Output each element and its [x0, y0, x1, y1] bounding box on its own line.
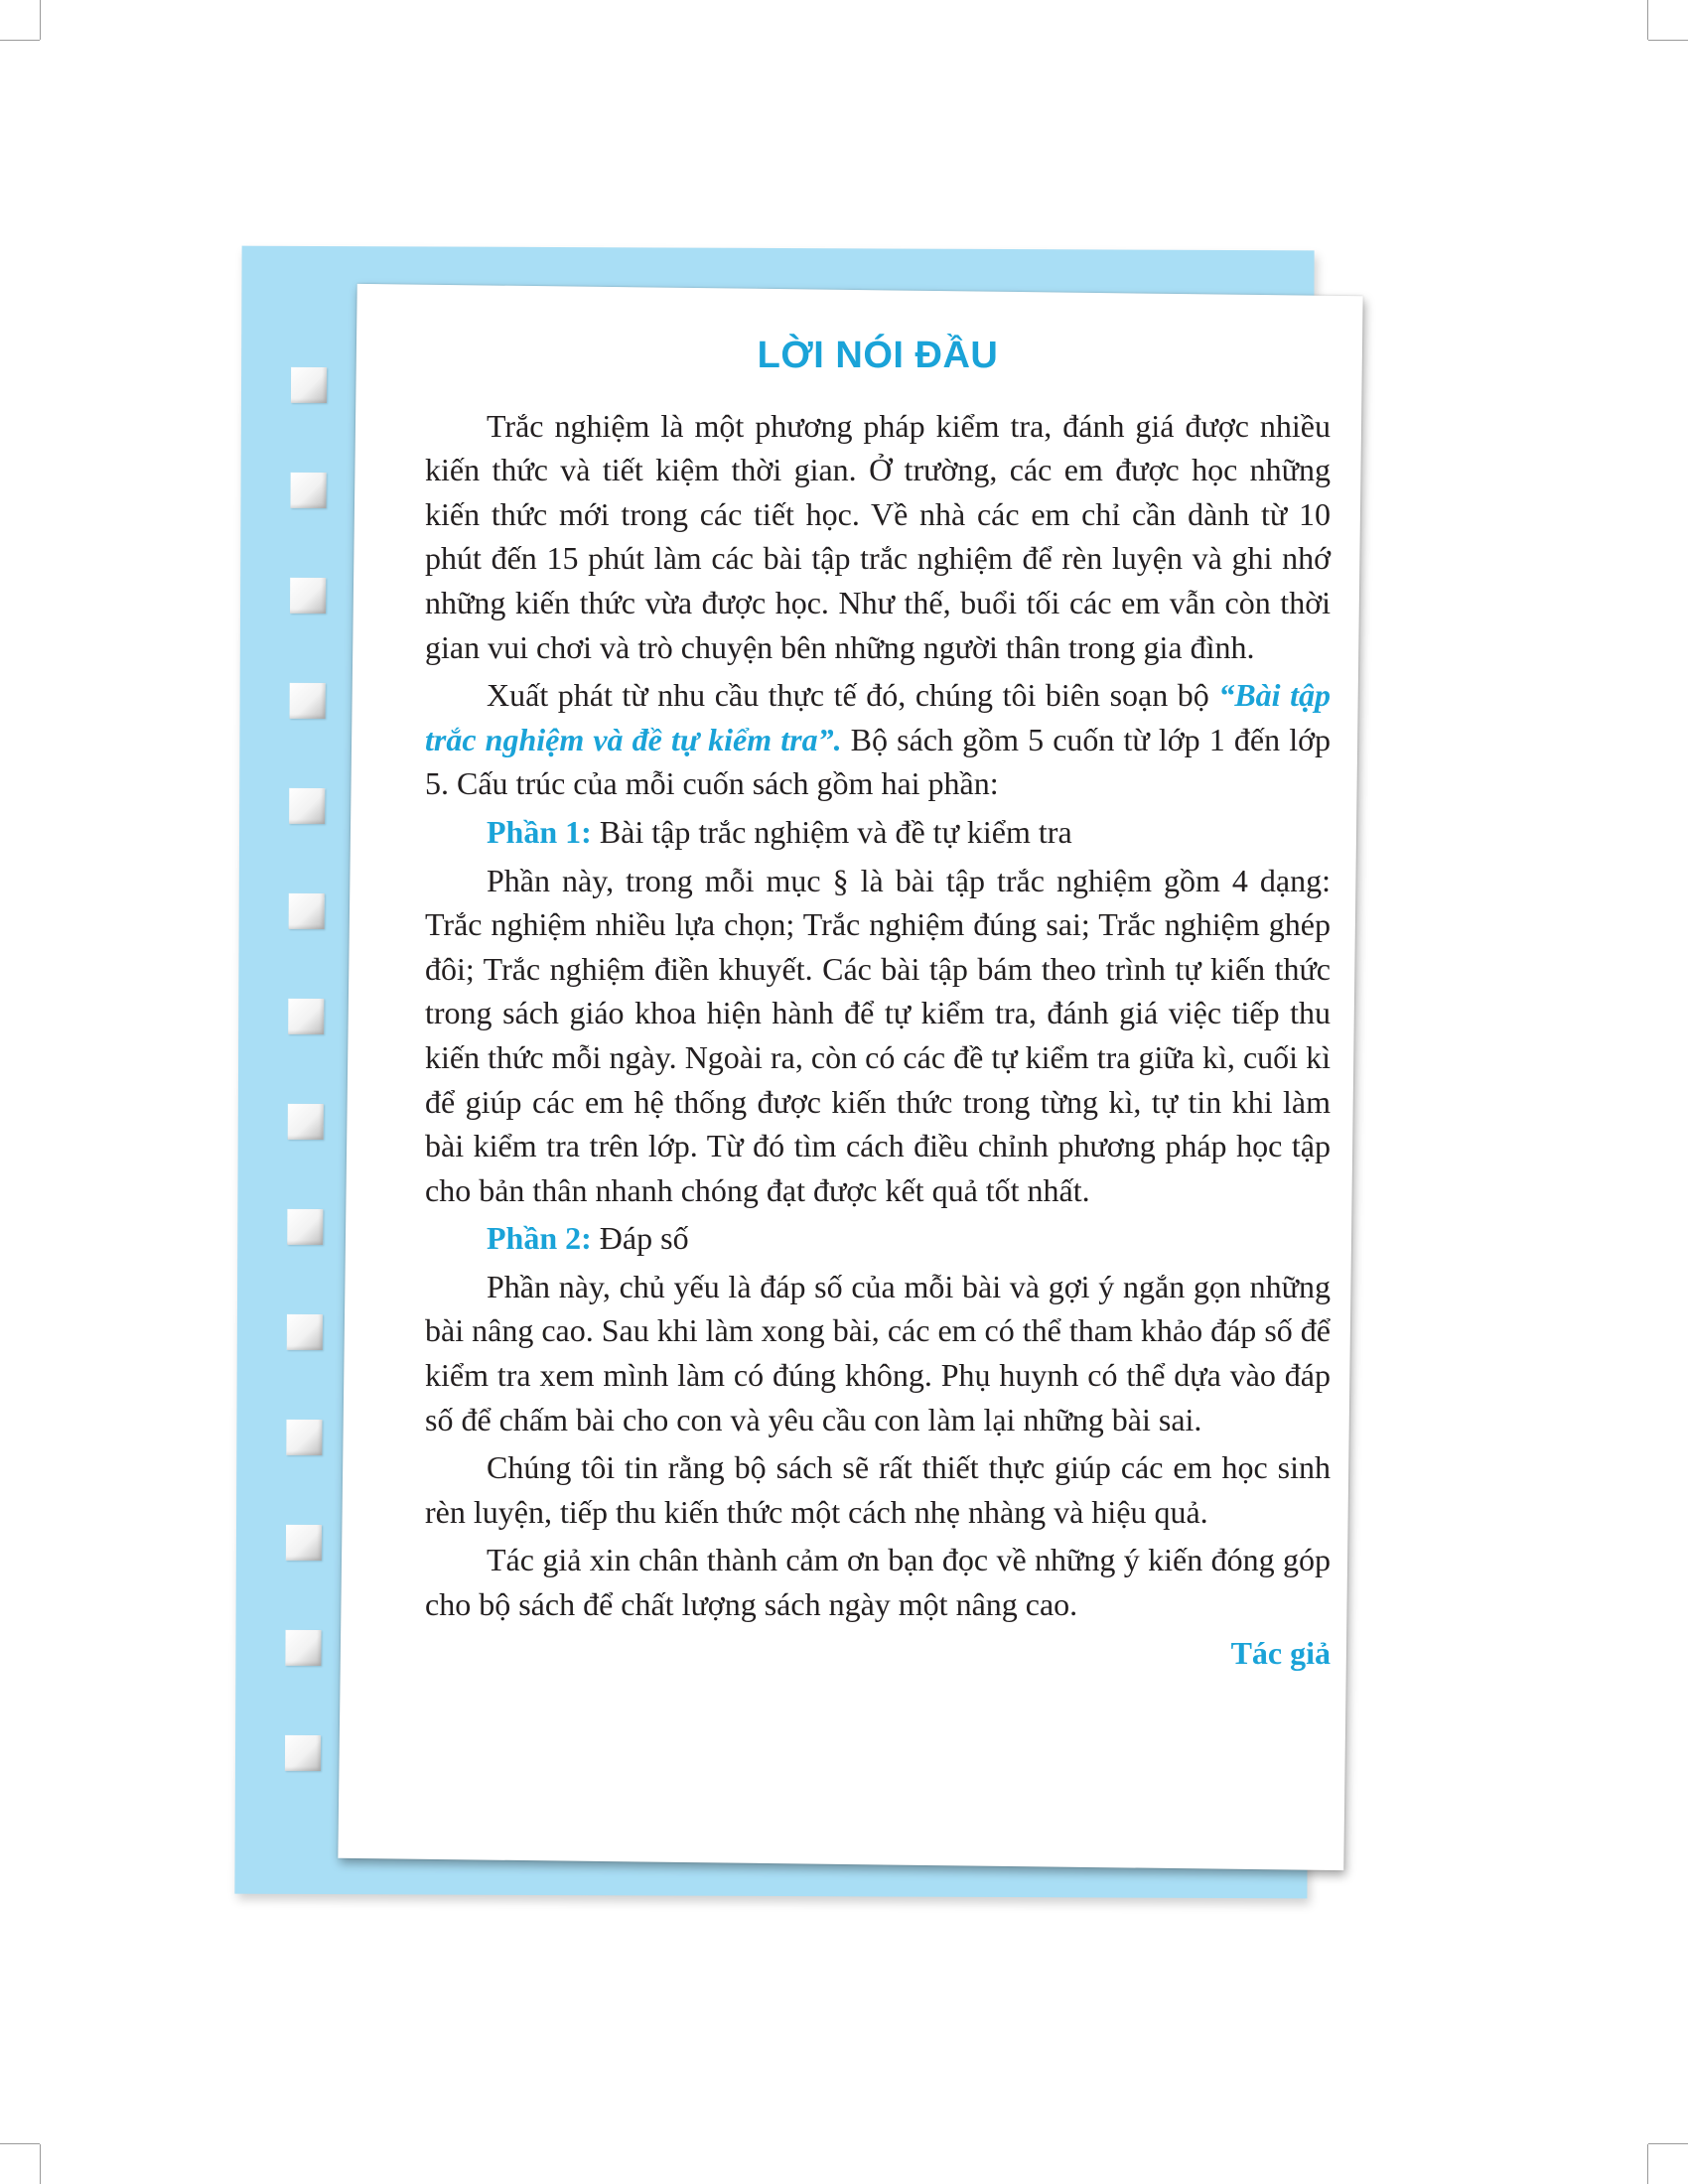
part-1-label: Phần 1:: [487, 813, 592, 850]
paragraph-part-2: Phần này, chủ yếu là đáp số của mỗi bài và gợi ý ngắn gọn những bài nâng cao. Sau khi làm xong bài, các em có thể tham khảo đáp số để kiểm tra xem mình làm có đúng không. Phụ huynh có thể dựa vào đáp số để chấm bài cho con và yêu cầu con làm lại những bài sai.: [425, 1268, 1331, 1437]
punch-hole: [291, 367, 327, 403]
part-2-text: Đáp số: [591, 1220, 689, 1257]
author-signature: Tác giả: [1230, 1634, 1331, 1671]
preface-content: [425, 328, 1331, 1675]
crop-mark: [1647, 2144, 1648, 2184]
punch-hole: [285, 1735, 321, 1771]
punch-hole: [289, 893, 325, 929]
crop-mark: [1647, 0, 1648, 40]
punch-hole: [286, 1420, 322, 1455]
punch-hole: [286, 1525, 322, 1561]
punch-hole: [287, 1314, 323, 1350]
punch-hole: [287, 1209, 323, 1245]
paragraph-part-1: Phần này, trong mỗi mục § là bài tập trắc nghiệm gồm 4 dạng: Trắc nghiệm nhiều lựa chọn; Trắc nghiệm đúng sai; Trắc nghiệm ghép đôi; Trắc nghiệm điền khuyết. Các bài tập bám theo trình tự kiến thức trong sách giáo khoa hiện hành để tự kiểm tra, đánh giá việc tiếp thu kiến thức mỗi ngày. Ngoài ra, còn có các đề tự kiểm tra giữa kì, cuối kì để giúp các em hệ thống được kiến thức trong từng kì, tự tin khi làm bài kiểm tra trên lớp. Từ đó tìm cách điều chỉnh phương pháp học tập cho bản thân nhanh chóng đạt được kết quả tốt nhất.: [425, 862, 1331, 1208]
paragraph-belief: Chúng tôi tin rằng bộ sách sẽ rất thiết thực giúp các em học sinh rèn luyện, tiếp thu kiến thức một cách nhẹ nhàng và hiệu quả.: [425, 1449, 1331, 1530]
punch-hole: [285, 1630, 321, 1666]
part-1-heading: [425, 810, 1331, 855]
paragraph-text: Xuất phát từ nhu cầu thực tế đó, chúng tôi biên soạn bộ: [487, 677, 1219, 714]
punch-hole: [290, 683, 326, 719]
page-title: LỜI NÓI ĐẦU: [757, 335, 999, 376]
punch-hole: [288, 1104, 324, 1140]
part-2-heading: [425, 1216, 1331, 1261]
crop-mark: [0, 2143, 40, 2144]
punch-hole: [289, 788, 325, 824]
paragraph-book-series: [425, 673, 1331, 806]
part-1-text: Bài tập trắc nghiệm và đề tự kiểm tra: [591, 813, 1072, 850]
paragraph-text: Bộ sách gồm 5 cuốn từ lớp 1 đến lớp 5. Cấu trúc của mỗi cuốn sách gồm hai phần:: [425, 721, 1332, 802]
part-2-label: Phần 2:: [487, 1220, 592, 1257]
crop-mark: [1648, 2143, 1688, 2144]
paragraph-thanks: Tác giả xin chân thành cảm ơn bạn đọc về những ý kiến đóng góp cho bộ sách để chất lượng sách ngày một nâng cao.: [425, 1542, 1331, 1623]
punch-hole: [288, 999, 324, 1034]
book-title: “Bài tập trắc nghiệm và đề tự kiểm tra”.: [425, 677, 1332, 757]
crop-mark: [1648, 40, 1688, 41]
crop-mark: [40, 2144, 41, 2184]
crop-mark: [40, 0, 41, 40]
punch-hole: [290, 578, 326, 614]
punch-hole: [290, 473, 326, 508]
crop-mark: [0, 40, 40, 41]
paragraph-intro: Trắc nghiệm là một phương pháp kiểm tra, đánh giá được nhiều kiến thức và tiết kiệm thời gian. Ở trường, các em được học những kiến thức mới trong các tiết học. Về nhà các em chỉ cần dành từ 10 phút đến 15 phút làm các bài tập trắc nghiệm để rèn luyện và ghi nhớ những kiến thức vừa được học. Như thế, buổi tối các em vẫn còn thời gian vui chơi và trò chuyện bên những người thân trong gia đình.: [425, 407, 1331, 665]
